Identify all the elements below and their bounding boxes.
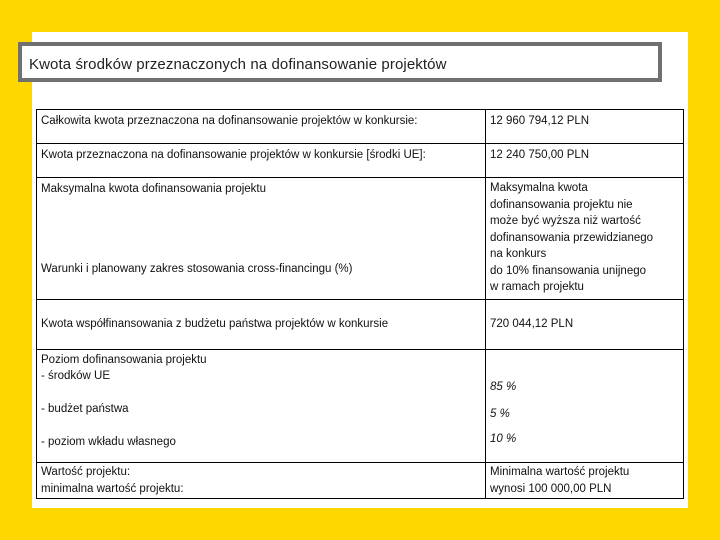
- max-value-line: może być wyższa niż wartość: [490, 215, 641, 227]
- total-label: [37, 110, 486, 144]
- total-value-text: 12 960 794,12 PLN: [490, 115, 590, 127]
- max-value-line: do 10% finansowania unijnego: [490, 264, 647, 277]
- max-label-text: Maksymalna kwota dofinansowania projektu: [41, 183, 267, 195]
- max-value-line: w ramach projektu: [490, 281, 584, 293]
- page-title: Kwota środków przeznaczonych na dofinansowanie projektów: [29, 56, 447, 73]
- table-row: [37, 350, 684, 463]
- cross-financing-label: Warunki i planowany zakres stosowania cross-financingu (%): [41, 263, 353, 275]
- level-label-line: Poziom dofinansowania projektu: [41, 354, 207, 366]
- max-value-line: Maksymalna kwota: [490, 182, 588, 194]
- project-value-line: Minimalna wartość projektu: [490, 466, 630, 478]
- max-value-line: na konkurs: [490, 248, 547, 260]
- max-value-line: dofinansowania przewidzianego: [490, 231, 654, 244]
- state-value: [486, 300, 684, 350]
- level-label: [37, 350, 486, 463]
- table-row: [37, 300, 684, 350]
- project-value-value: [486, 463, 684, 499]
- eu-label-text: Kwota przeznaczona na dofinansowanie projektów w konkursie [środki UE]:: [41, 149, 426, 161]
- project-value-label-line: Wartość projektu:: [41, 466, 131, 478]
- project-value-label: [37, 463, 486, 499]
- level-own-label: - poziom wkładu własnego: [41, 436, 176, 448]
- state-value-text: 720 044,12 PLN: [490, 318, 574, 330]
- level-budget-label: - budżet państwa: [41, 403, 129, 415]
- state-label-text: Kwota współfinansowania z budżetu państwa projektów w konkursie: [41, 318, 389, 330]
- table-row: [37, 144, 684, 178]
- eu-label: [37, 144, 486, 178]
- eu-value-text: 12 240 750,00 PLN: [490, 149, 590, 161]
- table-row: [37, 178, 684, 300]
- eu-percent: 85 %: [490, 381, 517, 393]
- budget-percent: 5 %: [490, 408, 510, 420]
- table-row: [37, 110, 684, 144]
- project-value-label-line: minimalna wartość projektu:: [41, 482, 184, 495]
- level-value: [486, 350, 684, 463]
- funding-table: [36, 109, 684, 499]
- title-box: [18, 42, 662, 82]
- project-value-line: wynosi 100 000,00 PLN: [490, 482, 612, 495]
- own-percent: 10 %: [490, 433, 517, 445]
- table-row: [37, 463, 684, 499]
- total-value: [486, 110, 684, 144]
- eu-value: [486, 144, 684, 178]
- state-label: [37, 300, 486, 350]
- max-label: [37, 178, 486, 300]
- total-label-text: Całkowita kwota przeznaczona na dofinansowanie projektów w konkursie:: [41, 115, 418, 127]
- max-value: [486, 178, 684, 300]
- max-value-line: dofinansowania projektu nie: [490, 198, 633, 211]
- level-eu-label: - środków UE: [41, 370, 111, 382]
